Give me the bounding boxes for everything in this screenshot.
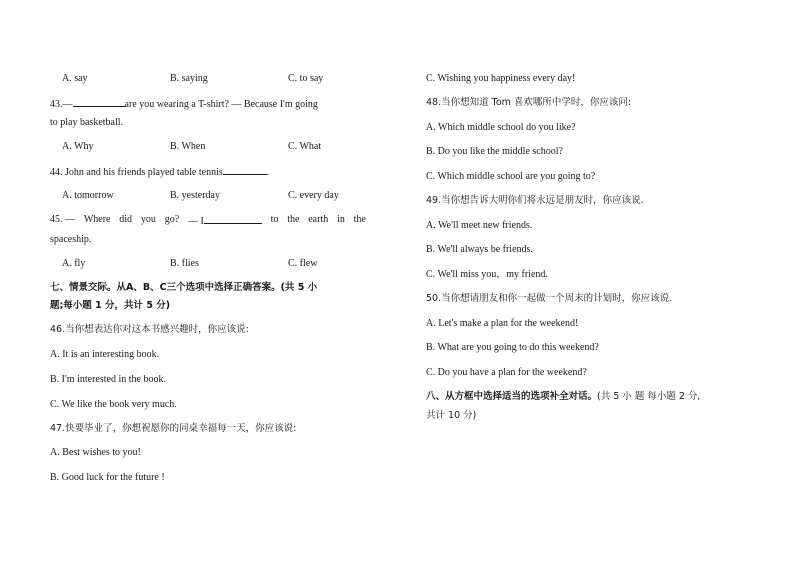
q44-option-c[interactable]: C. every day [288, 190, 339, 201]
q42-options [50, 72, 323, 86]
q44-option-b[interactable]: B. yesterday [170, 190, 220, 201]
q47-option-a[interactable]: A. Best wishes to you! [50, 447, 141, 458]
q44-text: 44. John and his friends played table tennis [50, 167, 223, 178]
q45-question-line2: spaceship. [50, 234, 92, 245]
q43-option-a[interactable]: A. Why [62, 141, 94, 152]
q50-question: 50.当你想请朋友和你一起做一个周末的计划时，你应该说. [426, 293, 673, 304]
q45-word: the [287, 214, 300, 225]
section8-heading-line2: 共计 10 分) [426, 410, 477, 421]
q49-option-b[interactable]: B. We'll always be friends. [426, 244, 533, 255]
q46-option-b[interactable]: B. I'm interested in the book. [50, 374, 166, 385]
q49-option-a[interactable]: A. We'll meet new friends. [426, 220, 533, 231]
q45-blank[interactable] [204, 213, 262, 224]
q45-word: go? [164, 214, 180, 225]
q42-option-b[interactable]: B. saying [170, 73, 208, 84]
q48-option-a[interactable]: A. Which middle school do you like? [426, 122, 576, 133]
q50-option-b[interactable]: B. What are you going to do this weekend? [426, 342, 599, 353]
section8-score: (共 5 小 题 每小题 2 分, [597, 391, 701, 402]
q43-question-line2: to play basketball. [50, 117, 124, 128]
q43-text: are you wearing a T-shirt? — Because I'm going [124, 99, 318, 110]
q48-option-b[interactable]: B. Do you like the middle school? [426, 146, 563, 157]
q45-word: 45. — [50, 214, 75, 225]
q43-option-b[interactable]: B. When [170, 141, 206, 152]
q45-option-a[interactable]: A. fly [62, 258, 86, 269]
q43-number: 43.— [50, 99, 73, 110]
q45-word-with-blank [188, 213, 262, 229]
q43-options [50, 140, 321, 154]
q44-options [50, 189, 339, 203]
q45-word: in [337, 214, 345, 225]
q48-option-c[interactable]: C. Which middle school are you going to? [426, 171, 596, 182]
q45-word: earth [308, 214, 329, 225]
q45-word: Where [83, 214, 111, 225]
q47-question: 47.快要毕业了，你想祝愿你的同桌幸福每一天，你应该说: [50, 423, 297, 434]
q46-question: 46.当你想表达你对这本书感兴趣时，你应该说: [50, 324, 249, 335]
q45-question [50, 213, 366, 229]
section7-heading-line2: 题;每小题 1 分，共计 5 分) [50, 300, 171, 311]
q45-word: the [353, 214, 366, 225]
q45-option-c[interactable]: C. flew [288, 258, 318, 269]
q44-end: . [266, 167, 270, 178]
q42-option-c[interactable]: C. to say [288, 73, 324, 84]
q49-option-c[interactable]: C. We'll miss you，my friend. [426, 269, 548, 280]
q44-question [50, 164, 269, 180]
q45-options [50, 257, 317, 271]
q46-option-c[interactable]: C. We like the book very much. [50, 399, 177, 410]
q42-option-a[interactable]: A. say [62, 73, 88, 84]
q47-option-c[interactable]: C. Wishing you happiness every day! [426, 73, 576, 84]
q45-word: to [270, 214, 279, 225]
section8-title: 八、从方框中选择适当的选项补全对话。 [426, 391, 598, 402]
q50-option-a[interactable]: A. Let's make a plan for the weekend! [426, 318, 579, 329]
q45-word: did [119, 214, 133, 225]
q48-question: 48.当你想知道 Tom 喜欢哪所中学时，你应该问: [426, 97, 632, 108]
q43-question [50, 96, 368, 112]
q46-option-a[interactable]: A. It is an interesting book. [50, 349, 160, 360]
q43-blank[interactable] [73, 96, 125, 107]
q47-option-b[interactable]: B. Good luck for the future ! [50, 472, 165, 483]
section7-heading: 七、情景交际。从A、B、C三个选项中选择正确答案。(共 5 小 [50, 282, 318, 293]
q49-question: 49.当你想告诉大明你们将永远是朋友时，你应该说. [426, 195, 644, 206]
q44-option-a[interactable]: A. tomorrow [62, 190, 114, 201]
q45-option-b[interactable]: B. flies [170, 258, 199, 269]
q44-blank[interactable] [223, 164, 267, 175]
q45-word: you [140, 214, 156, 225]
q43-option-c[interactable]: C. What [288, 141, 322, 152]
section8-heading [426, 390, 700, 404]
q45-word: — I [187, 216, 204, 227]
q50-option-c[interactable]: C. Do you have a plan for the weekend? [426, 367, 587, 378]
